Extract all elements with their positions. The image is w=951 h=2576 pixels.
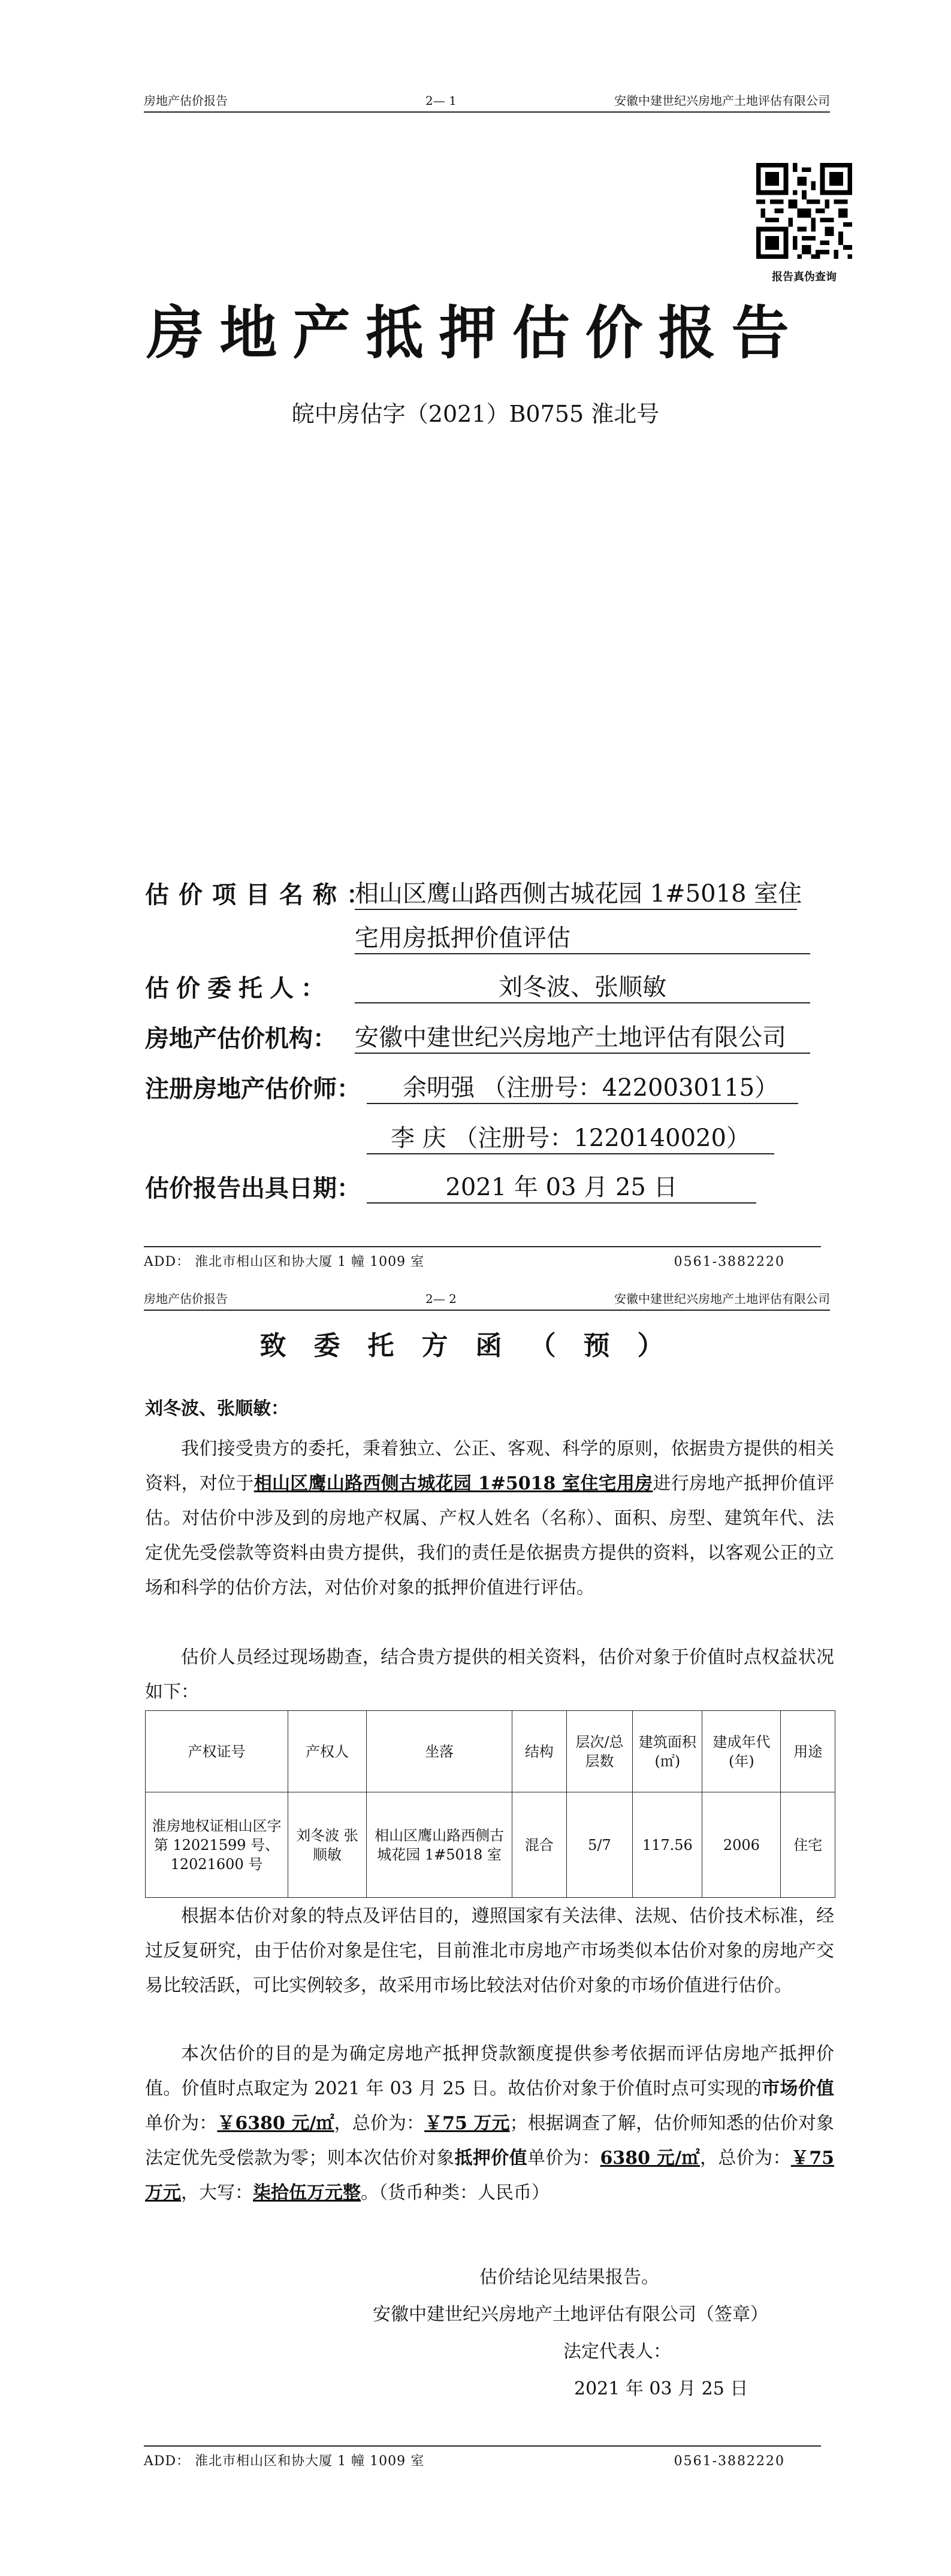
table-cell: 混合 — [512, 1792, 566, 1898]
agency-value: 安徽中建世纪兴房地产土地评估有限公司 — [355, 1018, 810, 1054]
letter-paragraph-1: 我们接受贵方的委托，秉着独立、公正、客观、科学的原则，依据贵方提供的相关资料，对位于相山区鹰山路西侧古城花园 1#5018 室住宅用房进行房地产抵押价值评估。对估价中涉及到的房地产权属、产权人姓名（名称）、面积、房型、建筑年代、法定优先受偿款等资料由贵方提供，我们的责任是依据贵方提供的资料，以客观公正的立场和科学的估价方法，对估价对象的抵押价值进行评估。 — [145, 1438, 835, 1598]
page-footer — [144, 2445, 821, 2477]
header-page-number: 2— 1 — [425, 93, 457, 108]
project-value-line2: 宅用房抵押价值评估 — [355, 919, 810, 954]
signing-company: 安徽中建世纪兴房地产土地评估有限公司（签章） — [373, 2304, 768, 2325]
letter-paragraph-2: 估价人员经过现场勘查，结合贵方提供的相关资料，估价对象于价值时点权益状况如下： — [145, 1647, 834, 1703]
appraiser-2: 李 庆 （注册号：1220140020） — [367, 1119, 774, 1154]
header-company: 安徽中建世纪兴房地产土地评估有限公司 — [614, 1292, 830, 1306]
header-left: 房地产估价报告 — [144, 93, 228, 108]
table-header: 结构 — [512, 1711, 566, 1792]
client-label: 估价委托人： — [145, 974, 332, 1002]
table-row — [146, 1792, 835, 1898]
table-cell: 117.56 — [633, 1792, 702, 1898]
table-header: 产权人 — [288, 1711, 366, 1792]
conclusion-note: 估价结论见结果报告。 — [479, 2267, 659, 2288]
page-header — [144, 1288, 830, 1311]
footer-address: ADD： 淮北市相山区和协大厦 1 幢 1009 室 — [144, 2454, 425, 2469]
appraiser-label: 注册房地产估价师： — [145, 1075, 361, 1103]
page-footer — [144, 1246, 821, 1277]
property-address: 相山区鹰山路西侧古城花园 1#5018 室住宅用房 — [253, 1473, 653, 1494]
project-value-line1: 相山区鹰山路西侧古城花园 1#5018 室住 — [355, 875, 797, 910]
date-label: 估价报告出具日期： — [145, 1174, 361, 1202]
market-total-price: ￥75 万元 — [424, 2113, 510, 2134]
appraiser-1: 余明强 （注册号：4220030115） — [367, 1069, 798, 1104]
table-cell: 5/7 — [566, 1792, 633, 1898]
footer-phone: 0561-3882220 — [674, 1254, 785, 1269]
agency-label: 房地产估价机构： — [145, 1024, 337, 1053]
report-title: 房地产抵押估价报告 — [146, 299, 805, 367]
date-value: 2021 年 03 月 25 日 — [367, 1168, 756, 1204]
client-value: 刘冬波、张顺敏 — [355, 968, 810, 1003]
amount-in-words: 柒拾伍万元整 — [253, 2182, 361, 2203]
header-left: 房地产估价报告 — [144, 1292, 228, 1306]
table-cell: 2006 — [702, 1792, 781, 1898]
table-cell: 淮房地权证相山区字第 12021599 号、12021600 号 — [146, 1792, 288, 1898]
table-cell: 刘冬波 张顺敏 — [288, 1792, 366, 1898]
header-page-number: 2— 2 — [425, 1292, 457, 1306]
mortgage-total-price: ￥75 万元 — [145, 2148, 835, 2203]
header-company: 安徽中建世纪兴房地产土地评估有限公司 — [614, 93, 830, 108]
letter-title: 致委托方函（预） — [259, 1331, 692, 1361]
letter-addressee: 刘冬波、张顺敏： — [145, 1398, 289, 1419]
table-header: 建筑面积(㎡) — [633, 1711, 702, 1792]
document-number: 皖中房估字（2021）B0755 淮北号 — [291, 401, 660, 427]
letter-paragraph-3: 根据本估价对象的特点及评估目的，遵照国家有关法律、法规、估价技术标准，经过反复研究，由于估价对象是住宅，目前淮北市房地产市场类似本估价对象的房地产交易比较活跃，可比实例较多，故采用市场比较法对估价对象的市场价值进行估价。 — [145, 1906, 834, 1996]
table-header-row — [146, 1711, 835, 1792]
rights-table — [145, 1710, 835, 1898]
table-header: 层次/总层数 — [566, 1711, 633, 1792]
table-header: 产权证号 — [146, 1711, 288, 1792]
market-unit-price: ￥6380 元/㎡ — [217, 2113, 334, 2134]
page-header — [144, 90, 830, 113]
project-label: 估价项目名称： — [145, 881, 380, 909]
table-header: 用途 — [781, 1711, 835, 1792]
mortgage-unit-price: 6380 元/㎡ — [600, 2148, 700, 2169]
table-cell: 住宅 — [781, 1792, 835, 1898]
letter-date: 2021 年 03 月 25 日 — [574, 2378, 748, 2399]
table-header: 坐落 — [367, 1711, 512, 1792]
footer-address: ADD： 淮北市相山区和协大厦 1 幢 1009 室 — [144, 1254, 425, 1269]
qr-caption: 报告真伪查询 — [772, 271, 837, 283]
table-header: 建成年代(年) — [702, 1711, 781, 1792]
footer-phone: 0561-3882220 — [674, 2454, 785, 2469]
legal-representative: 法定代表人： — [563, 2341, 671, 2362]
letter-paragraph-4: 本次估价的目的是为确定房地产抵押贷款额度提供参考依据而评估房地产抵押价值。价值时点取定为 2021 年 03 月 25 日。故估价对象于价值时点可实现的市场价值单价为：￥6380 元/㎡，总价为：￥75 万元；根据调查了解，估价师知悉的估价对象法定优先受偿款为零；则本次估价对象抵押价值单价为：6380 元/㎡，总价为：￥75 万元，大写：柒拾伍万元整。（货币种类：人民币） — [145, 2043, 835, 2203]
table-cell: 相山区鹰山路西侧古城花园 1#5018 室 — [367, 1792, 512, 1898]
qr-code-icon[interactable] — [756, 163, 852, 259]
